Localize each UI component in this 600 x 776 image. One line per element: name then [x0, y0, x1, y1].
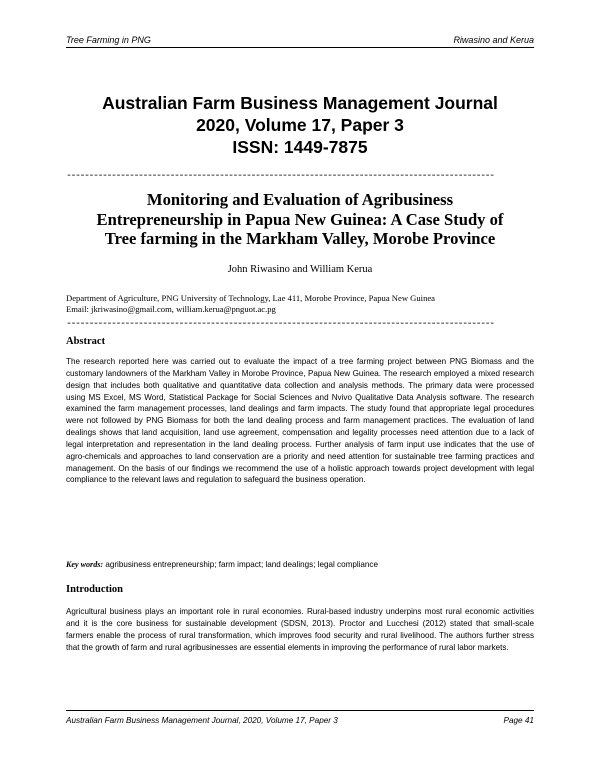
affiliation: Department of Agriculture, PNG University of Technology, Lae 411, Morobe Province, Papua New Guinea — [66, 293, 435, 303]
top-separator: ----------------------------------------------------------------------------------------------- — [66, 172, 494, 182]
authors: John Riwasino and William Kerua — [227, 264, 373, 275]
paper-title — [66, 190, 534, 249]
header-rule — [66, 47, 534, 48]
journal-block — [66, 92, 534, 158]
running-header-left: Tree Farming in PNG — [66, 35, 151, 45]
title-line-1: Monitoring and Evaluation of Agribusiness — [146, 190, 454, 209]
introduction-heading: Introduction — [66, 584, 123, 595]
page-number: Page 41 — [503, 716, 534, 725]
keywords-label: Key words: — [66, 560, 104, 569]
introduction-text: Agricultural business plays an important role in rural economies. Rural-based industry underpins most rural economic activities and it is the core business for sustainable development (SDSN, 2013). Proctor and Lucchesi (2012) stated that small-scale farmers enable the process of rural transformation, which improves food security and rural livelihood. The authors further stress that the growth of farm and rural agribusinesses are essential elements in improving the performance of rural labor markets. — [66, 607, 534, 652]
footer-rule — [66, 710, 534, 711]
abstract-text: The research reported here was carried out to evaluate the impact of a tree farming project between PNG Biomass and the customary landowners of the Markham Valley in Morobe Province, Papua New Guinea. The research employed a mixed research design that includes both qualitative and quantitative data collection and analysis methods. The primary data were processed using MS Excel, MS Word, Statistical Package for Social Sciences and Nvivo Qualitative Data Analysis software. The research examined the farm management processes, land dealings and farm impacts. The study found that appropriate legal procedures were not followed by PNG Biomass for both the land dealing process and farm management practices. The evaluation of land dealings shows that land acquisition, land use agreement, compensation and legality processes need attention due to a lack of legal interpretation and representation in the land dealing process. Further analysis of farm input use indicates that the use of agro-chemicals and approaches to land conservation are a priority and need attention for sustainable tree farming practices and management. On the basis of our findings we recommend the use of a holistic approach towards project development with legal compliance to the relevant laws and regulation to safeguard the business operation. — [66, 357, 534, 485]
bottom-separator: ----------------------------------------------------------------------------------------------- — [66, 320, 494, 330]
journal-name: Australian Farm Business Management Journal — [102, 93, 498, 113]
title-line-3: Tree farming in the Markham Valley, Morobe Province — [104, 229, 496, 248]
footer-journal: Australian Farm Business Management Journal, 2020, Volume 17, Paper 3 — [66, 716, 338, 725]
affiliation-block — [66, 293, 534, 314]
running-header-right: Riwasino and Kerua — [453, 35, 534, 45]
abstract-heading: Abstract — [66, 336, 106, 347]
journal-issn: ISSN: 1449-7875 — [232, 137, 368, 157]
journal-volume: 2020, Volume 17, Paper 3 — [196, 115, 404, 135]
email: Email: jkriwasino@gmail.com, william.kerua@pnguot.ac.pg — [66, 303, 276, 314]
title-line-2: Entrepreneurship in Papua New Guinea: A Case Study of — [96, 209, 504, 229]
keywords — [66, 560, 534, 569]
keywords-text: agribusiness entrepreneurship; farm impact; land dealings; legal compliance — [103, 560, 378, 569]
